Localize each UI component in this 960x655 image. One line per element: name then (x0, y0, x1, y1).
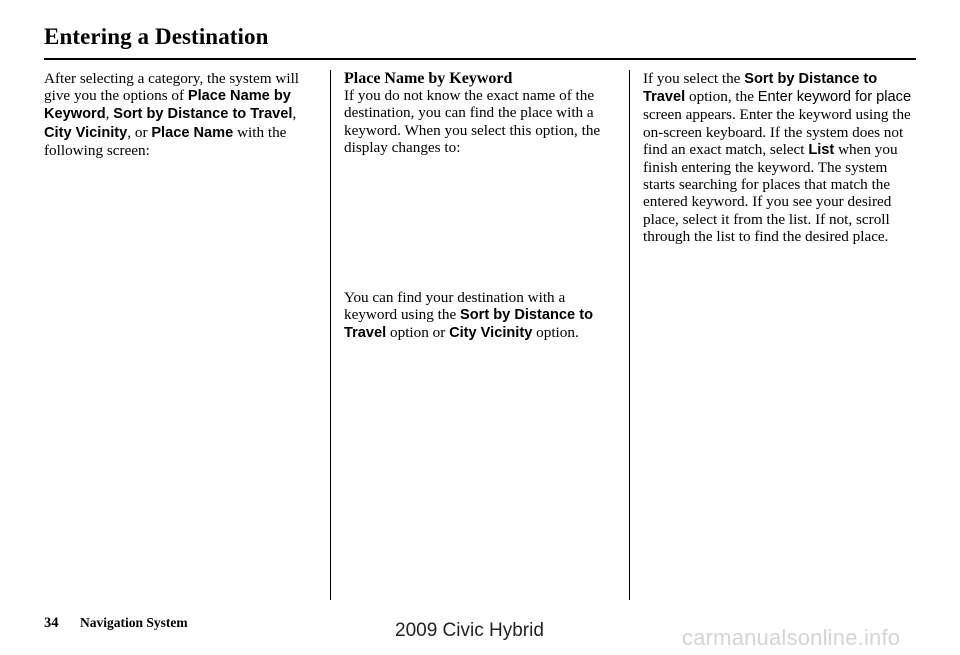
col2-paragraph-1: If you do not know the exact name of the destination, you can find the place with a keyword. When you select this option, the display changes to: (344, 87, 601, 156)
site-watermark: carmanualsonline.info (682, 625, 901, 650)
col3-text-1: If you select the (643, 70, 745, 87)
col2-paragraph-2 (344, 289, 612, 343)
col2-p2-text-2: option or (386, 324, 450, 342)
col3-text-2: option, the (685, 88, 758, 106)
col3-option-sort-by-distance: Sort by Distance to Travel (643, 71, 878, 106)
col3-text-4: when you finish entering the keyword. The system starts searching for places that match the entered keyword. If you see your desired place, select it from the list. If not, scroll through the list to find the desired place. (643, 140, 898, 245)
col2-p2-text-1: You can find your destination with a keyword using the (344, 289, 566, 324)
col1-text-4: , or (127, 123, 152, 141)
option-sort-by-distance: Sort by Distance to Travel (113, 106, 293, 123)
col1-text-1: After selecting a category, the system will give you the options of (44, 70, 300, 105)
col1-text-3: , (292, 105, 297, 123)
col2-option-city-vicinity: City Vicinity (449, 325, 533, 342)
list-button-ref: List (808, 141, 835, 158)
section-heading: Place Name by Keyword (344, 70, 513, 87)
column-divider-2 (629, 70, 630, 600)
page-number: 34 (44, 615, 59, 631)
title-rule (44, 58, 916, 60)
screen-name-enter-keyword: Enter keyword for place (757, 89, 912, 106)
col1-text-5: with the following screen: (44, 123, 287, 159)
footer-section: Navigation System (80, 615, 188, 630)
option-place-name: Place Name (151, 124, 234, 141)
col1-text-2: , (105, 105, 114, 123)
column-1-text (44, 70, 312, 159)
column-2-text (344, 70, 612, 343)
col2-p2-text-3: option. (532, 324, 579, 342)
option-place-name-by-keyword: Place Name by Keyword (44, 88, 291, 123)
col2-option-sort-by-distance: Sort by Distance to Travel (344, 307, 593, 342)
page-title: Entering a Destination (44, 24, 269, 49)
col3-text-3: screen appears. Enter the keyword using the on-screen keyboard. If the system does not find an exact match, select (643, 106, 911, 158)
column-3-text (643, 70, 915, 245)
model-watermark: 2009 Civic Hybrid (395, 620, 544, 641)
option-city-vicinity: City Vicinity (44, 124, 128, 141)
column-divider-1 (330, 70, 331, 600)
